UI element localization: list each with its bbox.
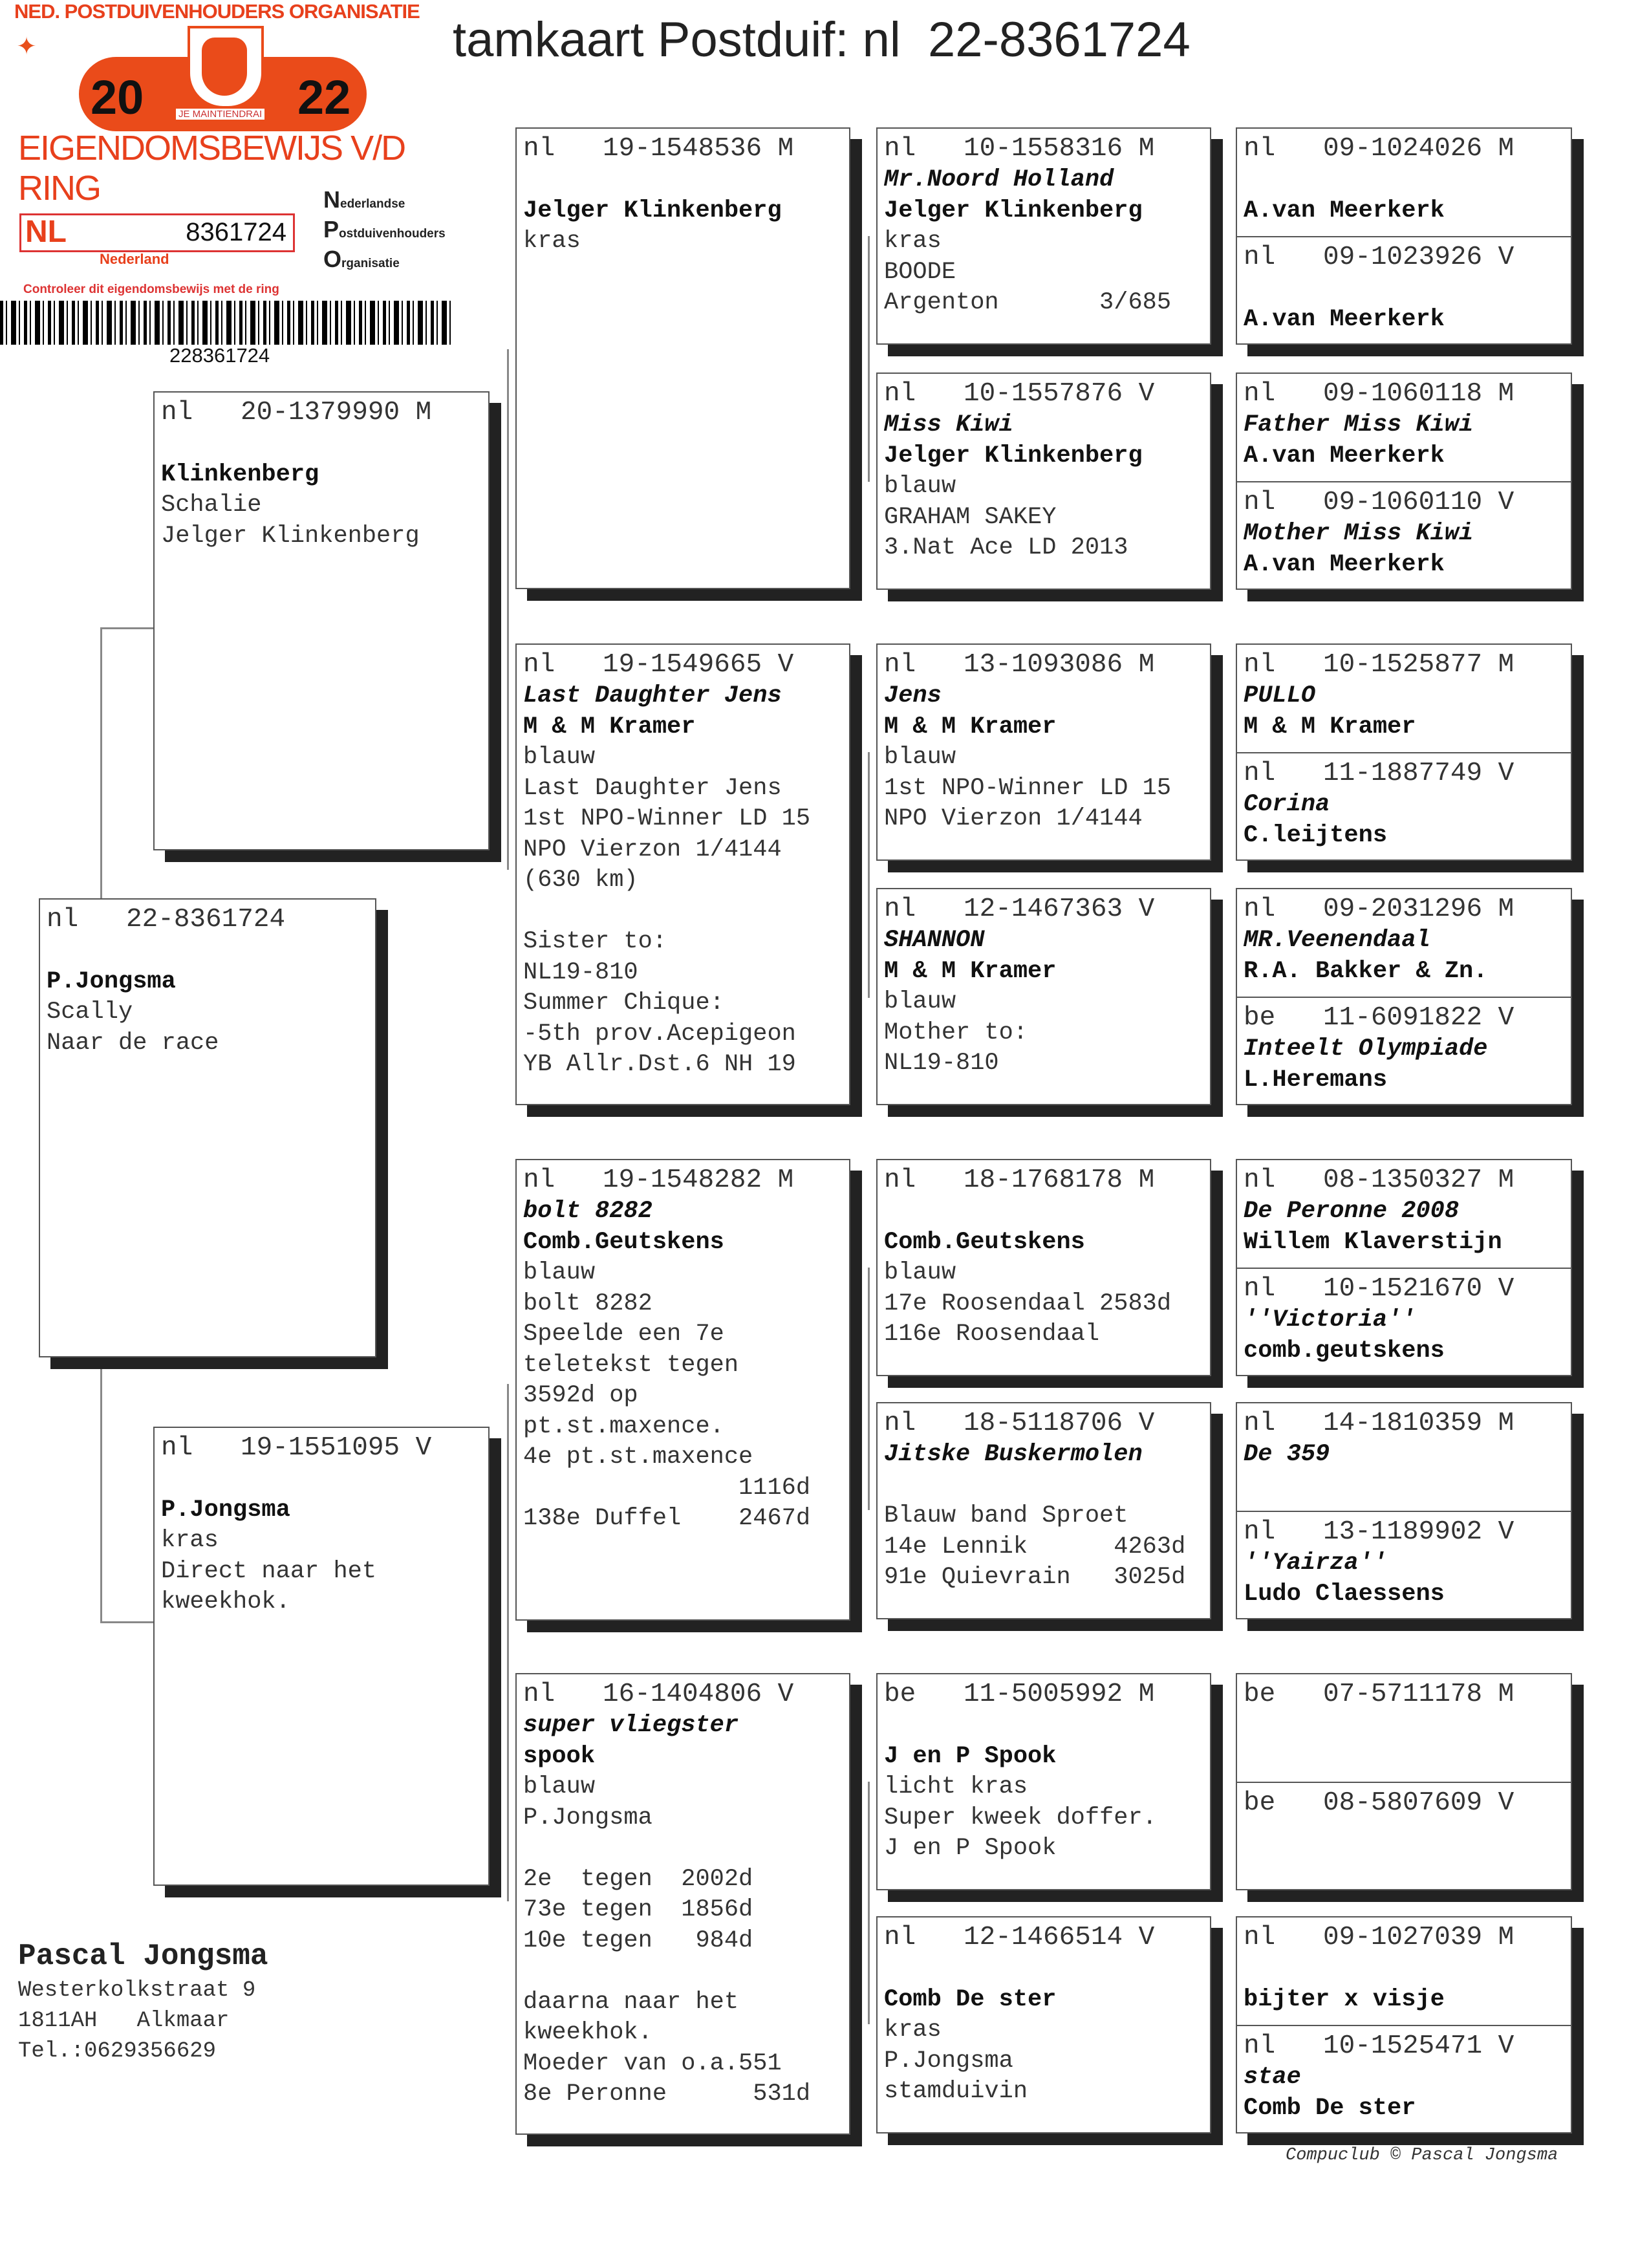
pigeon-pair-card: [1236, 1916, 1572, 2133]
ring-number: nl 18-1768178 M: [884, 1165, 1155, 1195]
info-line: [517, 1833, 849, 1864]
pigeon-card-great-grandparent[interactable]: [876, 1159, 1211, 1376]
year-right: 22: [297, 70, 351, 124]
pigeon-pair-card: [1236, 1159, 1572, 1376]
info-line: teletekst tegen: [523, 1351, 739, 1379]
motto: JE MAINTIENDRAI: [176, 109, 264, 120]
pigeon-card-great-grandparent[interactable]: [876, 888, 1211, 1105]
barcode-number: 228361724: [169, 344, 270, 367]
info-line: P.Jongsma: [884, 2047, 1013, 2075]
pigeon-name-line: Jelger Klinkenberg: [884, 442, 1143, 470]
pigeon-name-line: Klinkenberg: [161, 460, 319, 488]
pigeon-pair-card: [1236, 373, 1572, 590]
info-line: kras: [884, 2016, 942, 2044]
footer-credit: Compuclub © Pascal Jongsma: [1286, 2146, 1558, 2165]
owner-city: 1811AH Alkmaar: [18, 2009, 230, 2033]
info-line: Sister to:: [523, 928, 667, 955]
pigeon-card-self[interactable]: [39, 898, 376, 1357]
connector-line: [868, 236, 870, 482]
pigeon-name-line: bolt 8282: [523, 1198, 652, 1225]
pigeon-name-line: A.van Meerkerk: [1244, 197, 1445, 224]
info-line: pt.st.maxence.: [523, 1412, 724, 1440]
ring-number: nl 16-1404806 V: [523, 1679, 794, 1709]
certificate-heading: EIGENDOMSBEWIJS V/D RING: [18, 129, 405, 208]
npo-o: Organisatie: [323, 246, 400, 272]
pigeon-name-line: Jelger Klinkenberg: [523, 197, 782, 224]
pigeon-name-line: A.van Meerkerk: [1244, 305, 1445, 333]
npo-p-text: ostduivenhouders: [339, 227, 446, 241]
info-line: GRAHAM SAKEY: [884, 503, 1057, 531]
info-line: 116e Roosendaal: [884, 1321, 1100, 1348]
info-line: 91e Quievrain 3025d: [884, 1564, 1186, 1591]
pigeon-card-ancestor[interactable]: [1237, 236, 1571, 343]
info-line: [1237, 1954, 1571, 1985]
pigeon-card-ancestor[interactable]: [1237, 2025, 1571, 2132]
info-line: 1st NPO-Winner LD 15: [523, 805, 811, 832]
pigeon-name-line: P.Jongsma: [161, 1496, 290, 1524]
info-line: Summer Chique:: [523, 989, 724, 1017]
pigeon-card-grandparent[interactable]: [515, 1159, 850, 1621]
info-line: Speelde een 7e: [523, 1321, 724, 1348]
pigeon-name-line: Father Miss Kiwi: [1244, 411, 1474, 438]
info-line: bolt 8282: [523, 1290, 652, 1317]
info-line: 138e Duffel 2467d: [523, 1505, 811, 1532]
pigeon-card-great-grandparent[interactable]: [876, 373, 1211, 590]
ownership-certificate-logo: [0, 0, 466, 375]
ring-number: 8361724: [186, 218, 286, 246]
info-line: blauw: [523, 1773, 596, 1800]
pigeon-name-line: M & M Kramer: [523, 713, 696, 740]
ring-number: nl 10-1521670 V: [1244, 1274, 1514, 1304]
connector-line: [507, 349, 509, 870]
info-line: 14e Lennik 4263d: [884, 1533, 1186, 1561]
info-line: 10e tegen 984d: [523, 1927, 753, 1954]
info-line: kras: [161, 1527, 219, 1554]
info-line: kweekhok.: [523, 2019, 652, 2046]
ring-number: be 07-5711178 M: [1244, 1679, 1514, 1709]
ring-number: nl 09-1060118 M: [1244, 379, 1514, 409]
owner-phone: Tel.:0629356629: [18, 2039, 217, 2064]
pigeon-name-line: Last Daughter Jens: [523, 682, 782, 709]
pigeon-name-line: Jens: [884, 682, 942, 709]
info-line: 4e pt.st.maxence: [523, 1443, 753, 1471]
ring-number: nl 11-1887749 V: [1244, 759, 1514, 788]
ring-number: nl 09-1024026 M: [1244, 134, 1514, 164]
pigeon-name-line: MR.Veenendaal: [1244, 927, 1430, 954]
info-line: Argenton 3/685: [884, 289, 1172, 316]
owner-name: Pascal Jongsma: [18, 1939, 268, 1973]
info-line: Naar de race: [47, 1029, 219, 1057]
dove-icon: ✦: [17, 28, 37, 65]
info-line: [1237, 165, 1571, 196]
info-line: [517, 1956, 849, 1987]
ring-number-box: [19, 213, 295, 252]
ring-number: nl 10-1525877 M: [1244, 650, 1514, 680]
pigeon-name-line: ''Victoria'': [1244, 1306, 1416, 1334]
barcode: [0, 301, 453, 345]
ring-number: nl 08-1350327 M: [1244, 1165, 1514, 1195]
connector-line: [868, 1268, 870, 1510]
ring-number: nl 13-1093086 M: [884, 650, 1155, 680]
info-line: Moeder van o.a.551: [523, 2049, 782, 2077]
pigeon-name-line: Comb De ster: [1244, 2094, 1416, 2122]
pigeon-card-dam[interactable]: [153, 1427, 490, 1886]
page-title: tamkaart Postduif: nl 22-8361724: [453, 12, 1191, 67]
pigeon-name-line: bijter x visje: [1244, 1985, 1445, 2013]
info-line: Mother to:: [884, 1019, 1028, 1046]
info-line: blauw: [884, 1259, 956, 1286]
ring-number: nl 19-1548536 M: [523, 134, 794, 164]
pigeon-name-line: De 359: [1244, 1441, 1330, 1468]
pigeon-name-line: A.van Meerkerk: [1244, 550, 1445, 578]
ring-number: nl 10-1557876 V: [884, 379, 1155, 409]
pigeon-pair-card: [1236, 127, 1572, 345]
info-line: 17e Roosendaal 2583d: [884, 1290, 1172, 1317]
pigeon-card-ancestor[interactable]: [1237, 645, 1571, 752]
info-line: Super kweek doffer.: [884, 1804, 1157, 1831]
info-line: 8e Peronne 531d: [523, 2080, 811, 2108]
connector-line: [868, 752, 870, 998]
pigeon-name-line: De Peronne 2008: [1244, 1198, 1460, 1225]
pigeon-card-sire[interactable]: [153, 391, 490, 850]
lion-shield-icon: [188, 26, 264, 109]
pigeon-name-line: Mr.Noord Holland: [884, 166, 1114, 193]
info-line: 73e tegen 1856d: [523, 1896, 753, 1923]
pigeon-card-ancestor[interactable]: [1237, 1403, 1571, 1511]
pigeon-name-line: M & M Kramer: [1244, 713, 1416, 740]
info-line: Schalie: [161, 491, 262, 519]
info-line: 1st NPO-Winner LD 15: [884, 774, 1172, 802]
pigeon-name-line: ''Yairza'': [1244, 1550, 1388, 1577]
info-line: NL19-810: [884, 1050, 999, 1077]
pigeon-card-ancestor[interactable]: [1237, 1674, 1571, 1782]
ring-number: nl 12-1466514 V: [884, 1923, 1155, 1952]
info-line: [517, 165, 849, 196]
pigeon-name-line: SHANNON: [884, 927, 985, 954]
pigeon-card-great-grandparent[interactable]: [876, 127, 1211, 345]
info-line: Blauw band Sproet: [884, 1502, 1128, 1529]
ring-number: nl 09-1023926 V: [1244, 243, 1514, 272]
pigeon-name-line: M & M Kramer: [884, 957, 1057, 985]
info-line: [40, 936, 375, 967]
info-line: Last Daughter Jens: [523, 774, 782, 802]
pigeon-card-great-grandparent[interactable]: [876, 1916, 1211, 2133]
pigeon-card-ancestor[interactable]: [1237, 481, 1571, 589]
info-line: kweekhok.: [161, 1588, 290, 1615]
pigeon-card-grandparent[interactable]: [515, 1673, 850, 2135]
connector-line: [100, 627, 102, 899]
connector-line: [100, 1621, 153, 1623]
country-label: Nederland: [100, 251, 169, 267]
info-line: J en P Spook: [884, 1835, 1057, 1862]
control-note: Controleer dit eigendomsbewijs met de ring: [23, 283, 279, 296]
info-line: YB Allr.Dst.6 NH 19: [523, 1051, 796, 1078]
ring-number: nl 20-1379990 M: [161, 398, 432, 427]
pigeon-card-great-grandparent[interactable]: [876, 643, 1211, 861]
ring-number: be 11-5005992 M: [884, 1679, 1155, 1709]
year-left: 20: [91, 70, 144, 124]
info-line: [878, 1954, 1210, 1985]
info-line: Direct naar het: [161, 1557, 377, 1585]
pigeon-card-ancestor[interactable]: [1237, 1511, 1571, 1618]
pigeon-name-line: Inteelt Olympiade: [1244, 1035, 1488, 1063]
pigeon-name-line: J en P Spook: [884, 1742, 1057, 1770]
pigeon-card-ancestor[interactable]: [1237, 1917, 1571, 2025]
info-line: NPO Vierzon 1/4144: [884, 805, 1143, 832]
pigeon-card-ancestor[interactable]: [1237, 752, 1571, 859]
info-line: [878, 1711, 1210, 1742]
owner-block: [18, 1937, 268, 2067]
info-line: daarna naar het: [523, 1988, 739, 2016]
pigeon-name-line: Ludo Claessens: [1244, 1580, 1445, 1608]
pigeon-pair-card: [1236, 643, 1572, 861]
info-line: [878, 1196, 1210, 1227]
pigeon-card-ancestor[interactable]: [1237, 129, 1571, 236]
info-line: blauw: [884, 988, 956, 1015]
ring-number: nl 14-1810359 M: [1244, 1409, 1514, 1438]
pigeon-name-line: Comb.Geutskens: [884, 1228, 1085, 1256]
pigeon-card-ancestor[interactable]: [1237, 889, 1571, 997]
pigeon-name-line: comb.geutskens: [1244, 1337, 1445, 1365]
connector-line: [100, 627, 153, 629]
info-line: BOODE: [884, 258, 956, 286]
pigeon-card-grandparent[interactable]: [515, 127, 850, 589]
pigeon-name-line: Comb.Geutskens: [523, 1228, 724, 1256]
info-line: (630 km): [523, 867, 638, 894]
info-line: [155, 429, 488, 460]
pigeon-pair-card: [1236, 1673, 1572, 1890]
ring-number: nl 10-1558316 M: [884, 134, 1155, 164]
pigeon-name-line: Comb De ster: [884, 1985, 1057, 2013]
pigeon-name-line: Corina: [1244, 791, 1330, 818]
ring-number: be 08-5807609 V: [1244, 1788, 1514, 1818]
pigeon-card-great-grandparent[interactable]: [876, 1402, 1211, 1619]
ring-number: nl 19-1549665 V: [523, 650, 794, 680]
info-line: P.Jongsma: [523, 1804, 652, 1831]
pigeon-name-line: M & M Kramer: [884, 713, 1057, 740]
info-line: kras: [884, 228, 942, 255]
info-line: [155, 1464, 488, 1495]
pigeon-name-line: A.van Meerkerk: [1244, 442, 1445, 470]
info-line: stamduivin: [884, 2078, 1028, 2105]
npo-n-text: ederlandse: [340, 197, 405, 211]
ring-number: nl 09-1027039 M: [1244, 1923, 1514, 1952]
ring-number: be 11-6091822 V: [1244, 1003, 1514, 1033]
ring-number: nl 19-1551095 V: [161, 1433, 432, 1463]
info-line: 3.Nat Ace LD 2013: [884, 534, 1128, 561]
pigeon-card-grandparent[interactable]: [515, 643, 850, 1105]
npo-o-text: rganisatie: [341, 257, 400, 270]
connector-line: [100, 1369, 102, 1621]
info-line: 3592d op: [523, 1382, 638, 1409]
pigeon-name-line: Jelger Klinkenberg: [884, 197, 1143, 224]
pigeon-name-line: Willem Klaverstijn: [1244, 1228, 1502, 1256]
info-line: [878, 1471, 1210, 1502]
info-line: Jelger Klinkenberg: [161, 522, 420, 550]
org-name: NED. POSTDUIVENHOUDERS ORGANISATIE: [14, 0, 420, 23]
pigeon-name-line: Mother Miss Kiwi: [1244, 520, 1474, 547]
ring-number: nl 09-2031296 M: [1244, 894, 1514, 924]
npo-n: Nederlandse: [323, 186, 405, 213]
pigeon-name-line: stae: [1244, 2064, 1301, 2091]
ring-country: NL: [25, 215, 67, 249]
info-line: blauw: [523, 1259, 596, 1286]
info-line: blauw: [884, 473, 956, 500]
connector-line: [507, 1384, 509, 1901]
info-line: 2e tegen 2002d: [523, 1865, 753, 1893]
ring-number: nl 10-1525471 V: [1244, 2031, 1514, 2061]
pigeon-pair-card: [1236, 888, 1572, 1105]
ring-number: nl 12-1467363 V: [884, 894, 1155, 924]
npo-p: Postduivenhouders: [323, 216, 446, 243]
pigeon-pair-card: [1236, 1402, 1572, 1619]
info-line: licht kras: [884, 1773, 1028, 1800]
info-line: kras: [523, 228, 581, 255]
pigeon-name-line: Jitske Buskermolen: [884, 1441, 1143, 1468]
ring-number: nl 22-8361724: [47, 905, 286, 934]
info-line: NPO Vierzon 1/4144: [523, 836, 782, 863]
info-line: blauw: [884, 744, 956, 771]
info-line: 1116d: [523, 1474, 811, 1502]
pigeon-name-line: PULLO: [1244, 682, 1316, 709]
info-line: NL19-810: [523, 958, 638, 986]
pigeon-name-line: spook: [523, 1742, 596, 1770]
info-line: -5th prov.Acepigeon: [523, 1020, 796, 1048]
pigeon-card-ancestor[interactable]: [1237, 374, 1571, 481]
owner-street: Westerkolkstraat 9: [18, 1978, 256, 2003]
pigeon-name-line: super vliegster: [523, 1712, 739, 1739]
pigeon-card-ancestor[interactable]: [1237, 1268, 1571, 1375]
connector-line: [868, 1782, 870, 2024]
pigeon-name-line: P.Jongsma: [47, 967, 176, 995]
info-line: Scally: [47, 999, 133, 1026]
ring-number: nl 09-1060110 V: [1244, 488, 1514, 517]
pigeon-name-line: L.Heremans: [1244, 1066, 1388, 1094]
pigeon-name-line: C.leijtens: [1244, 821, 1388, 849]
pigeon-name-line: R.A. Bakker & Zn.: [1244, 957, 1488, 985]
info-line: blauw: [523, 744, 596, 771]
pigeon-card-great-grandparent[interactable]: [876, 1673, 1211, 1890]
info-line: [517, 896, 849, 927]
ring-number: nl 13-1189902 V: [1244, 1517, 1514, 1547]
ring-number: nl 19-1548282 M: [523, 1165, 794, 1195]
pigeon-card-ancestor[interactable]: [1237, 1160, 1571, 1268]
ring-number: nl 18-5118706 V: [884, 1409, 1155, 1438]
pigeon-card-ancestor[interactable]: [1237, 1782, 1571, 1889]
pigeon-card-ancestor[interactable]: [1237, 997, 1571, 1104]
info-line: [1237, 274, 1571, 305]
pigeon-name-line: Miss Kiwi: [884, 411, 1013, 438]
